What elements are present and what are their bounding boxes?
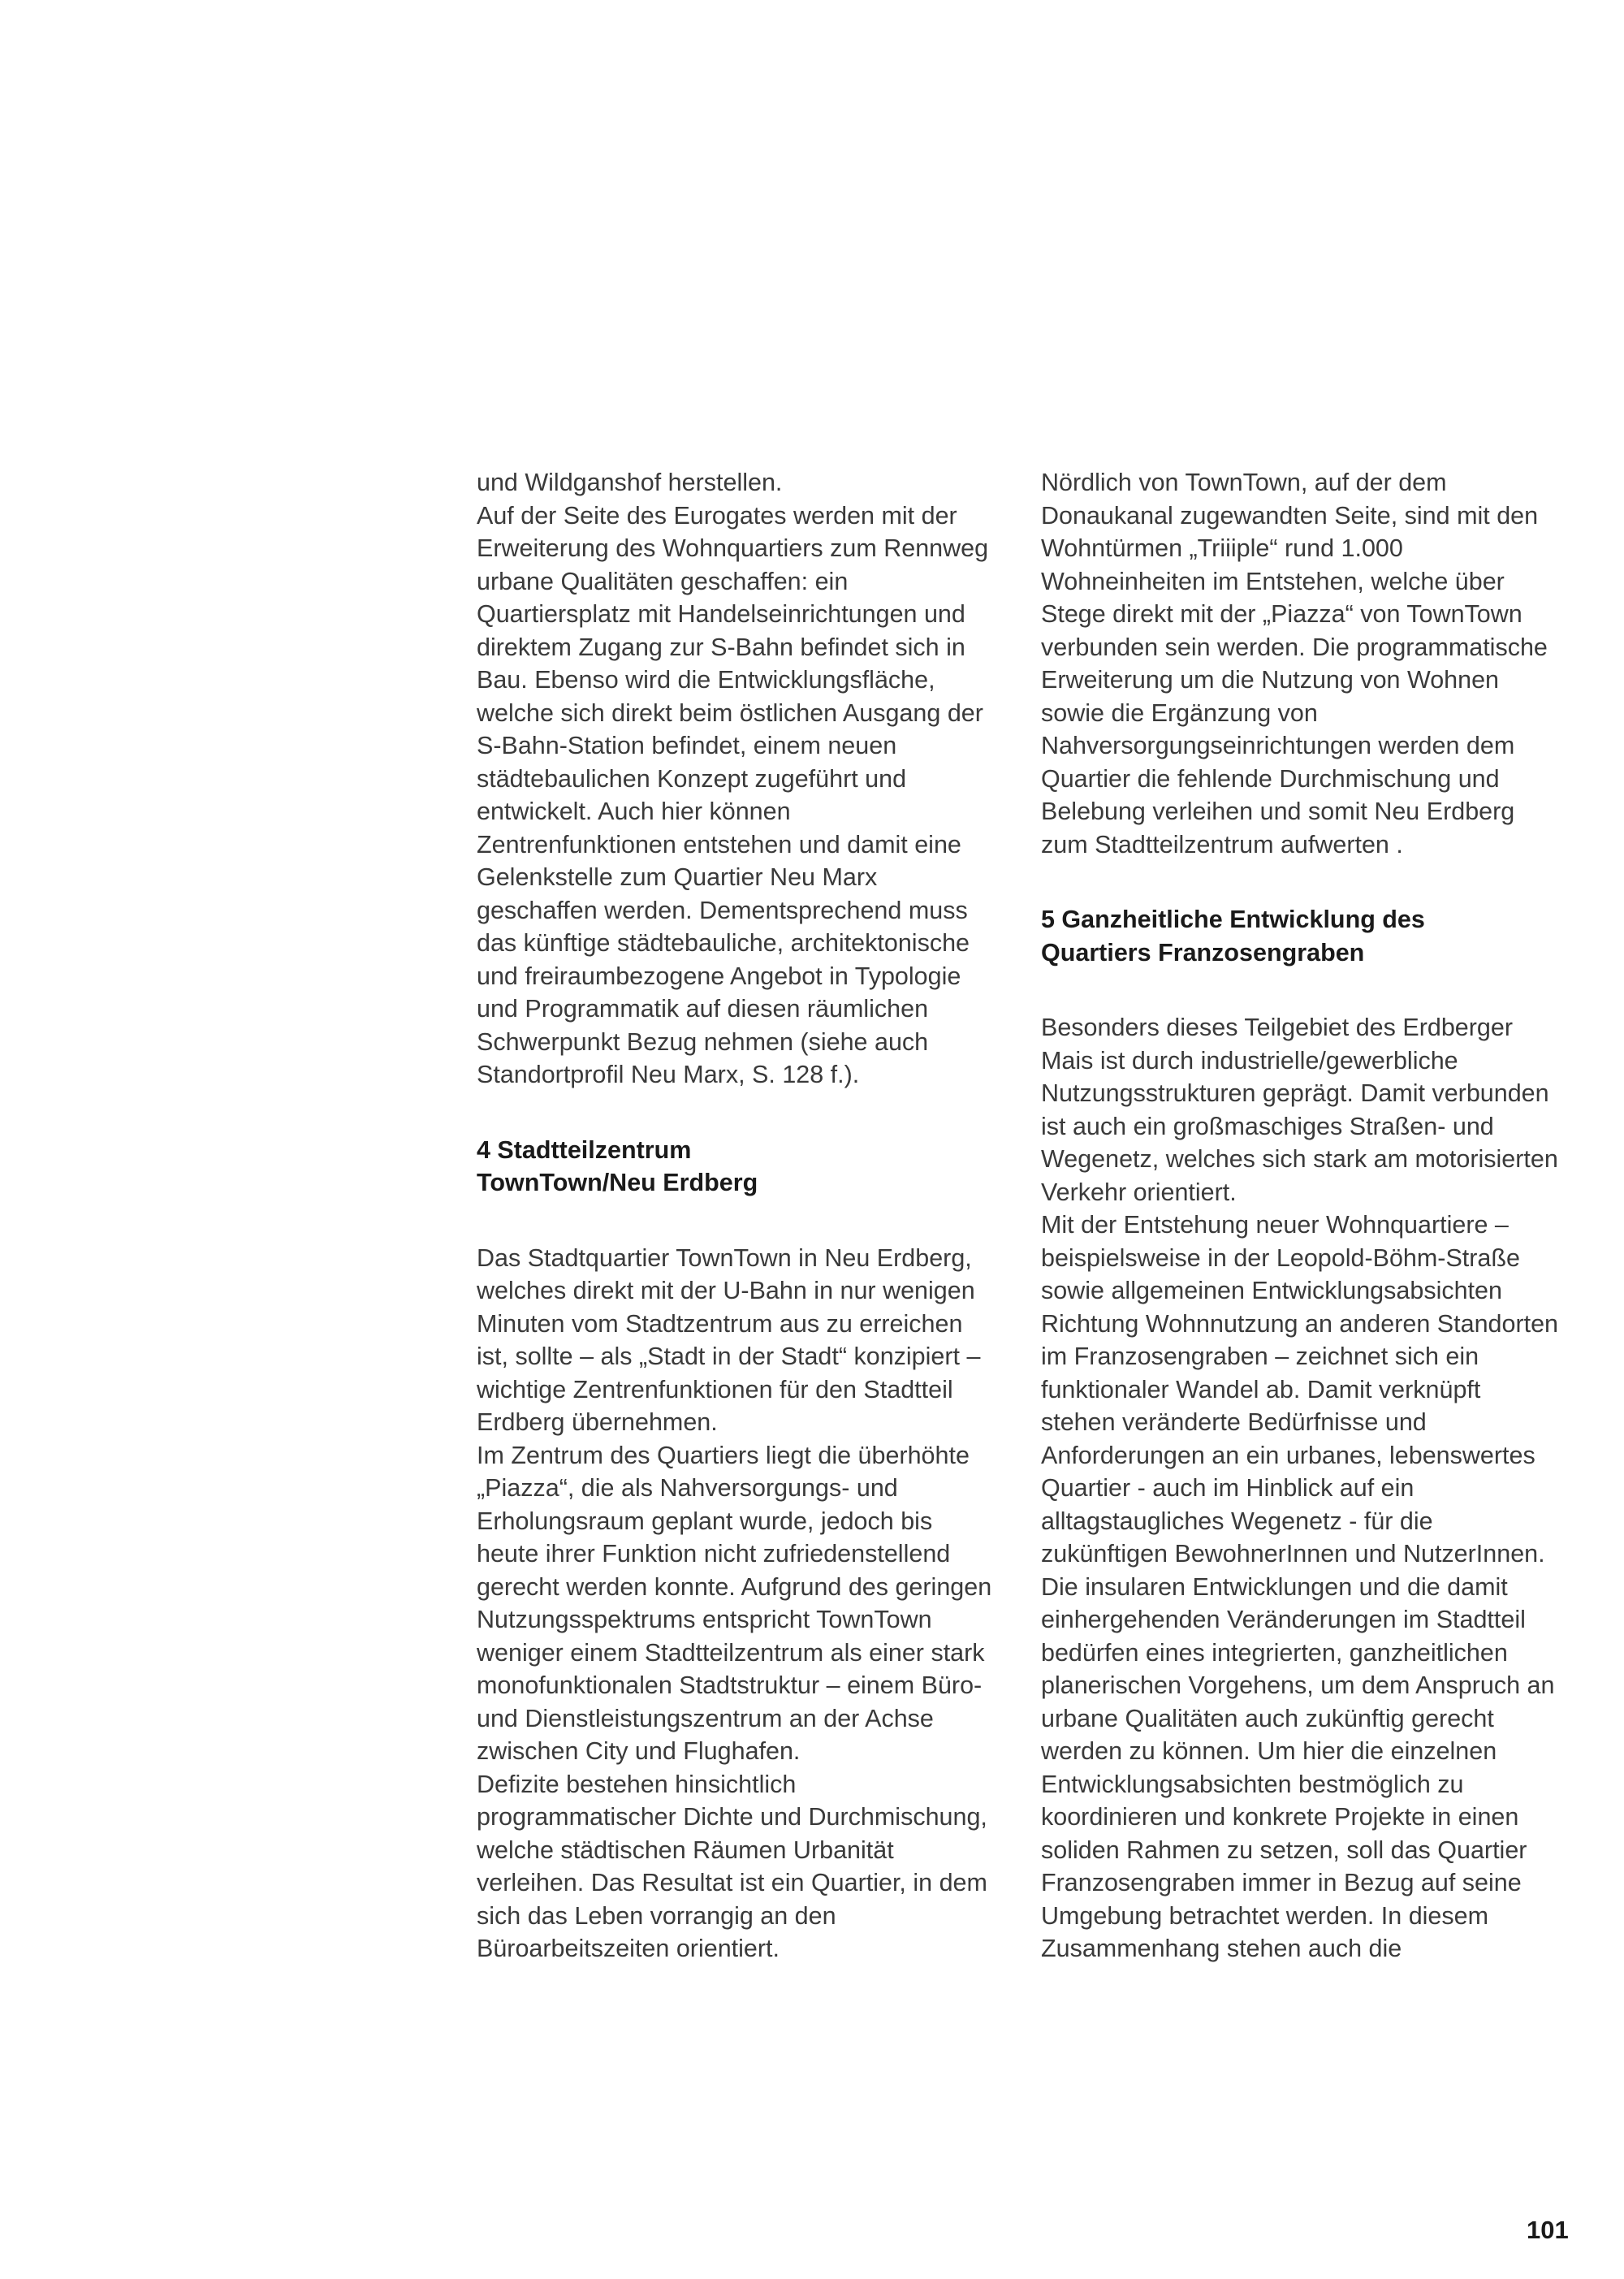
right-paragraph-3: Mit der Entstehung neuer Wohnquartiere – beispielsweise in der Leopold-Böhm-Straße sowie allgemeinen Entwicklungsabsichten Richtung Wohnnutzung an anderen Standorten im Franzosengraben – zeichnet sich ein funktionaler Wandel ab. Damit verknüpft stehen veränderte Bedürfnisse und Anforderungen an ein urbanes, lebenswertes Quartier - auch im Hinblick auf ein alltagstaugliches Wegenetz - für die zukünftigen BewohnerInnen und NutzerInnen. [1041,1211,1559,1568]
left-text-column [477,466,996,1965]
right-paragraph-2: Besonders dieses Teilgebiet des Erdberger Mais ist durch industrielle/gewerbliche Nutzungsstrukturen geprägt. Damit verbunden ist auch ein großmaschiges Straßen- und Wegenetz, welches sich stark am motorisierten Verkehr orientiert. [1041,1014,1558,1206]
page-number: 101 [1527,2216,1569,2244]
left-paragraph-3: Das Stadtquartier TownTown in Neu Erdberg, welches direkt mit der U-Bahn in nur wenigen Minuten vom Stadtzentrum aus zu erreichen ist, sollte – als „Stadt in der Stadt“ konzipiert – wichtige Zentrenfunktionen für den Stadtteil Erdberg übernehmen. [477,1243,981,1436]
left-paragraph-2: Auf der Seite des Eurogates werden mit der Erweiterung des Wohnquartiers zum Rennweg urbane Qualitäten geschaffen: ein Quartiersplatz mit Handelseinrichtungen und direktem Zugang zur S-Bahn befindet sich in Bau. Ebenso wird die Entwicklungsfläche, welche sich direkt beim östlichen Ausgang der S-Bahn-Station befindet, einem neuen städtebaulichen Konzept zugeführt und entwickelt. Auch hier können Zentrenfunktionen entstehen und damit eine Gelenkstelle zum Quartier Neu Marx geschaffen werden. Dementsprechend muss das künftige städtebauliche, architektonische und freiraumbezogene Angebot in Typologie und Programmatik auf diesen räumlichen Schwerpunkt Bezug nehmen (siehe auch Standortprofil Neu Marx, S. 128 f.). [477,501,989,1088]
section-heading-5-line-2: Quartiers Franzosengraben [1041,938,1365,967]
section-heading-4-line-1: 4 Stadtteilzentrum [477,1135,692,1164]
left-paragraph-4: Im Zentrum des Quartiers liegt die überhöhte „Piazza“, die als Nahversorgungs- und Erholungsraum geplant wurde, jedoch bis heute ihrer Funktion nicht zufriedenstellend gerecht werden konnte. Aufgrund des geringen Nutzungsspektrums entspricht TownTown weniger einem Stadtteilzentrum als einer stark monofunktionalen Stadtstruktur – einem Büro- und Dienstleistungszentrum an der Achse zwischen City und Flughafen. [477,1441,992,1765]
right-paragraph-4: Die insularen Entwicklungen und die damit einhergehenden Veränderungen im Stadtteil bedürfen eines integrierten, ganzheitlichen planerischen Vorgehens, um dem Anspruch an urbane Qualitäten auch zukünftig gerecht werden zu können. Um hier die einzelnen Entwicklungsabsichten bestmöglich zu koordinieren und konkrete Projekte in einen soliden Rahmen zu setzen, soll das Quartier Franzosengraben immer in Bezug auf seine Umgebung betrachtet werden. In diesem Zusammenhang stehen auch die [1041,1572,1555,1962]
right-paragraph-1: Nördlich von TownTown, auf der dem Donaukanal zugewandten Seite, sind mit den Wohntürmen „Triiiple“ rund 1.000 Wohneinheiten im Entstehen, welche über Stege direkt mit der „Piazza“ von TownTown verbunden sein werden. Die programmatische Erweiterung um die Nutzung von Wohnen sowie die Ergänzung von Nahversorgungseinrichtungen werden dem Quartier die fehlende Durchmischung und Belebung verleihen und somit Neu Erdberg zum Stadtteilzentrum aufwerten . [1041,469,1548,858]
right-text-column [1041,466,1561,1965]
section-heading-5 [1041,903,1561,969]
left-paragraph-5: Defizite bestehen hinsichtlich programmatischer Dichte und Durchmischung, welche städtischen Räumen Urbanität verleihen. Das Resultat ist ein Quartier, in dem sich das Leben vorrangig an den Büroarbeitszeiten orientiert. [477,1770,987,1962]
left-paragraph-1: und Wildganshof herstellen. [477,469,783,496]
section-heading-4 [477,1134,996,1200]
section-heading-5-line-1: 5 Ganzheitliche Entwicklung des [1041,906,1425,933]
section-heading-4-line-2: TownTown/Neu Erdberg [477,1169,758,1196]
